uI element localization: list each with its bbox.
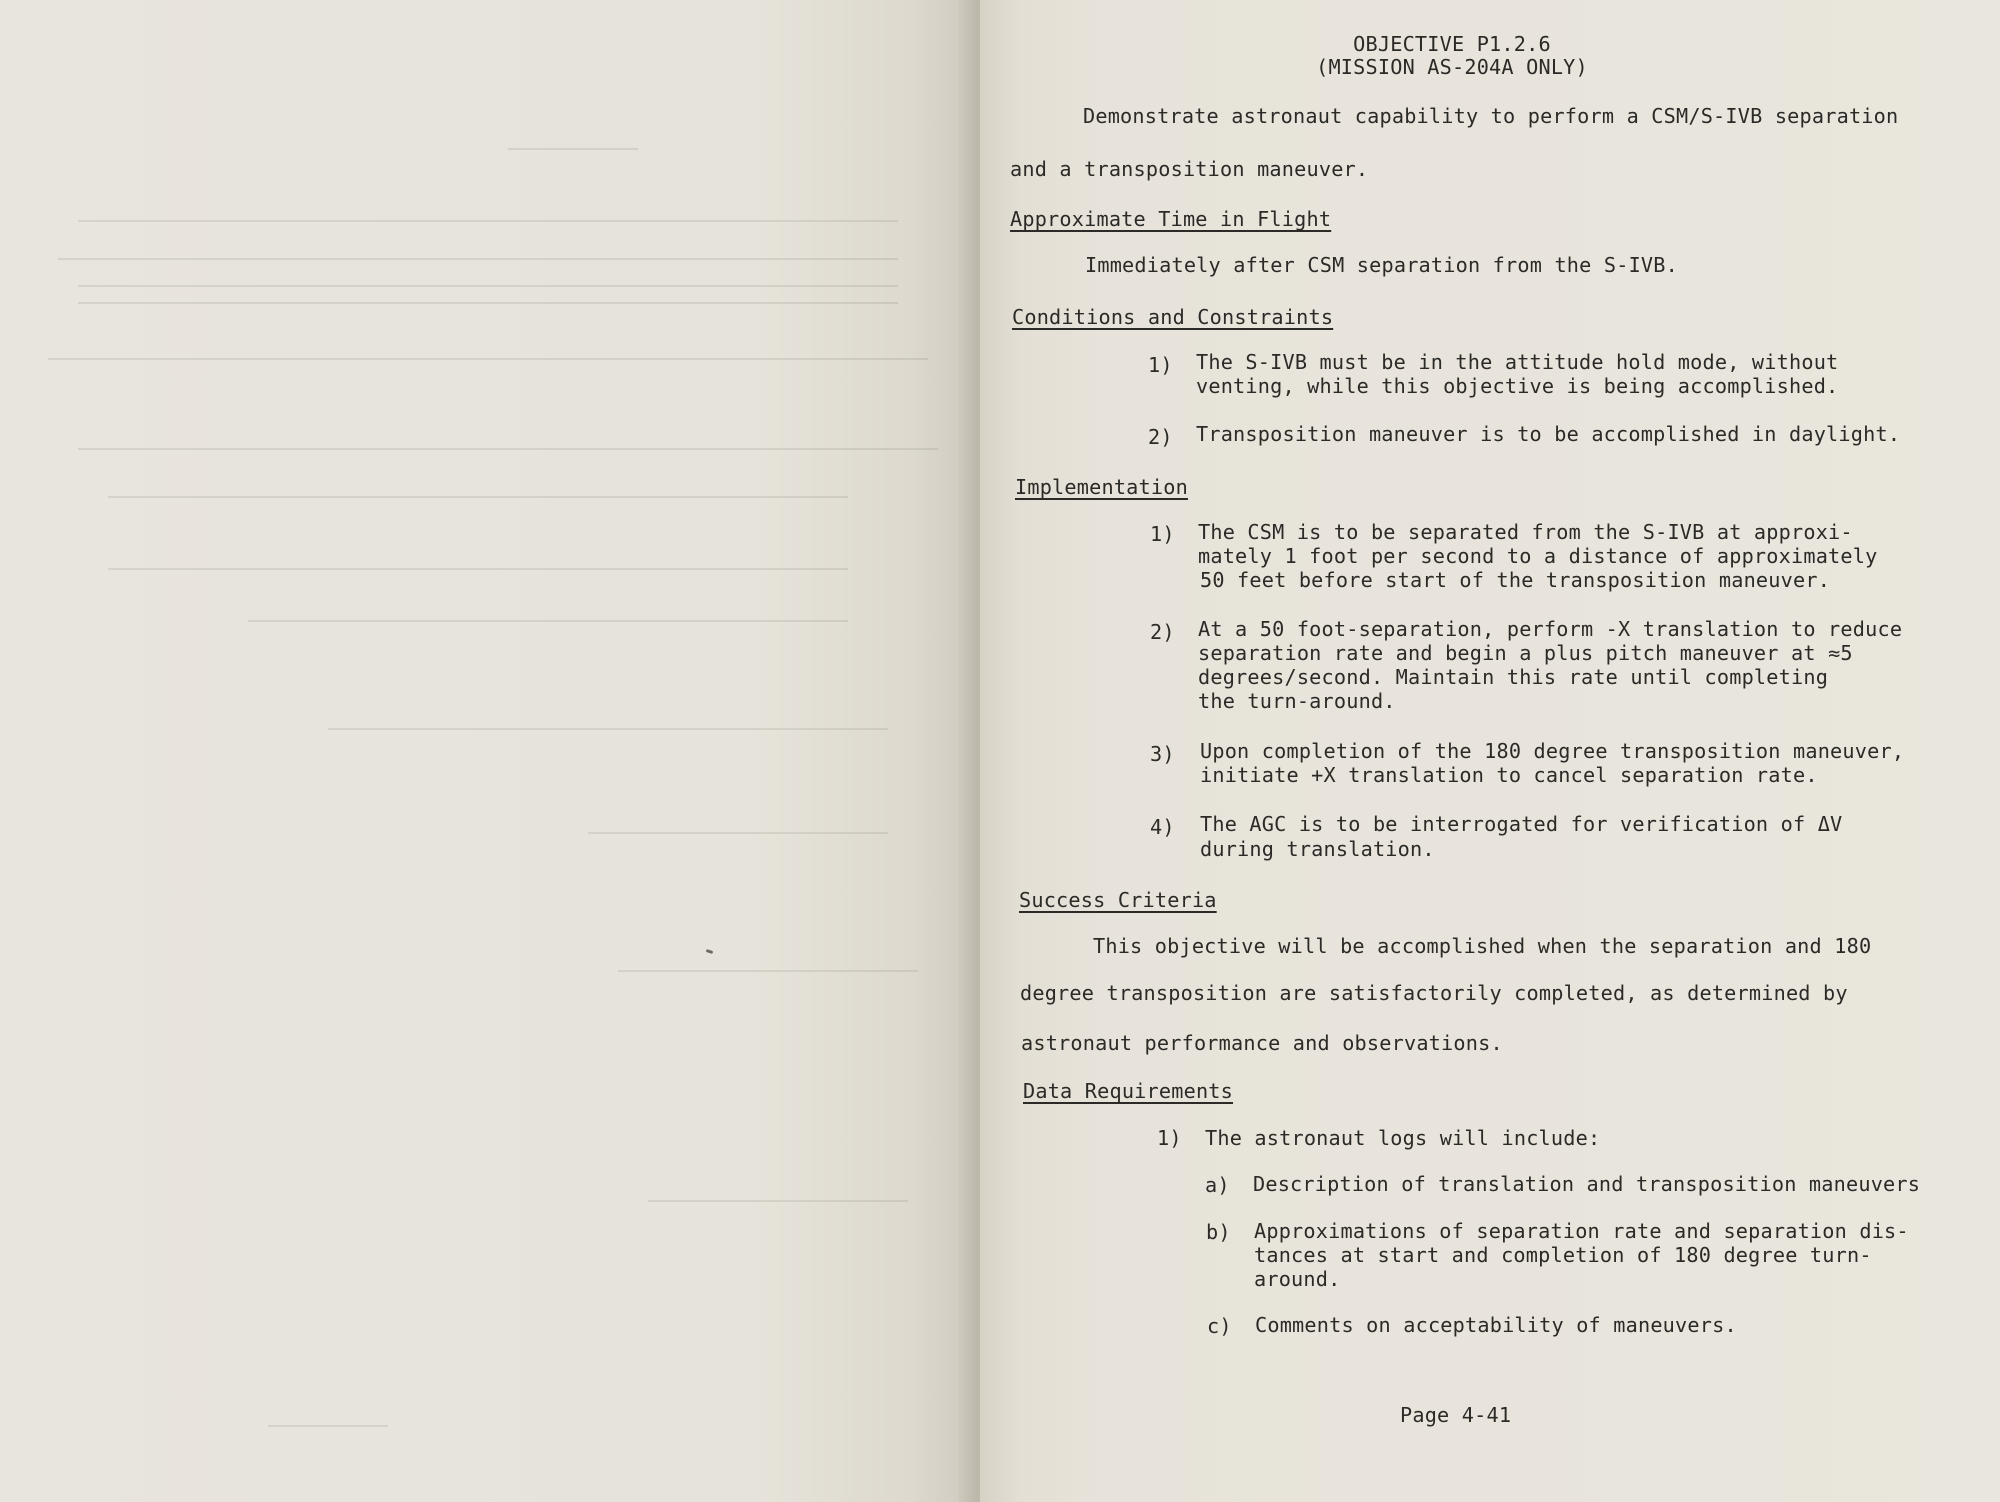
success-criteria-line-2: degree transposition are satisfactorily completed, as determined by (1020, 981, 1848, 1005)
success-criteria-line-1: This objective will be accomplished when the separation and 180 (1093, 934, 1872, 958)
implementation-item-line: The AGC is to be interrogated for verification of ΔV (1200, 812, 1843, 836)
implementation-item-line: the turn-around. (1198, 689, 1396, 713)
implementation-item-line: degrees/second. Maintain this rate until completing (1198, 665, 1829, 689)
data-requirements-subitem-line: around. (1254, 1267, 1341, 1291)
implementation-item-line: At a 50 foot-separation, perform -X translation to reduce (1198, 617, 1903, 641)
data-requirements-subitem-line: Approximations of separation rate and separation dis- (1254, 1219, 1909, 1243)
conditions-item-line: Transposition maneuver is to be accomplished in daylight. (1196, 422, 1901, 446)
section-heading-time-in-flight: Approximate Time in Flight (1010, 207, 1332, 231)
intro-line-2: and a transposition maneuver. (1010, 157, 1369, 181)
implementation-item-number: 4) (1150, 815, 1175, 839)
implementation-item-line: during translation. (1200, 837, 1435, 861)
section-heading-data-requirements: Data Requirements (1023, 1079, 1234, 1103)
implementation-item-line: 50 feet before start of the transposition maneuver. (1200, 568, 1831, 592)
data-requirements-subitem-letter: c) (1207, 1314, 1232, 1338)
data-requirements-subitem-line: Description of translation and transposition maneuvers (1253, 1172, 1921, 1196)
section-heading-conditions: Conditions and Constraints (1012, 305, 1334, 329)
section-heading-implementation: Implementation (1015, 475, 1188, 499)
data-requirements-item-text: The astronaut logs will include: (1205, 1126, 1601, 1150)
conditions-item-number: 1) (1148, 353, 1173, 377)
implementation-item-line: Upon completion of the 180 degree transposition maneuver, (1200, 739, 1905, 763)
conditions-item-line: The S-IVB must be in the attitude hold mode, without (1196, 350, 1839, 374)
implementation-item-line: initiate +X translation to cancel separation rate. (1200, 763, 1818, 787)
section-heading-success-criteria: Success Criteria (1019, 888, 1217, 912)
implementation-item-line: separation rate and begin a plus pitch maneuver at ≈5 (1198, 641, 1853, 665)
implementation-item-line: The CSM is to be separated from the S-IVB at approxi- (1198, 520, 1853, 544)
implementation-item-number: 1) (1150, 522, 1175, 546)
implementation-item-number: 3) (1150, 742, 1175, 766)
intro-line-1: Demonstrate astronaut capability to perform a CSM/S-IVB separation (1083, 104, 1899, 128)
data-requirements-subitem-line: tances at start and completion of 180 degree turn- (1254, 1243, 1872, 1267)
data-requirements-subitem-letter: b) (1206, 1220, 1231, 1244)
objective-title: OBJECTIVE P1.2.6 (1353, 32, 1551, 56)
conditions-item-number: 2) (1148, 425, 1173, 449)
implementation-item-number: 2) (1150, 620, 1175, 644)
success-criteria-line-3: astronaut performance and observations. (1021, 1031, 1503, 1055)
mission-subtitle: (MISSION AS-204A ONLY) (1316, 55, 1588, 79)
data-requirements-item-number: 1) (1157, 1126, 1182, 1150)
data-requirements-subitem-letter: a) (1205, 1173, 1230, 1197)
time-in-flight-text: Immediately after CSM separation from the S-IVB. (1085, 253, 1678, 277)
page-number: Page 4-41 (1400, 1403, 1512, 1427)
data-requirements-subitem-line: Comments on acceptability of maneuvers. (1255, 1313, 1737, 1337)
implementation-item-line: mately 1 foot per second to a distance of approximately (1198, 544, 1878, 568)
bleed-through-texture (0, 0, 968, 1502)
conditions-item-line: venting, while this objective is being accomplished. (1196, 374, 1839, 398)
